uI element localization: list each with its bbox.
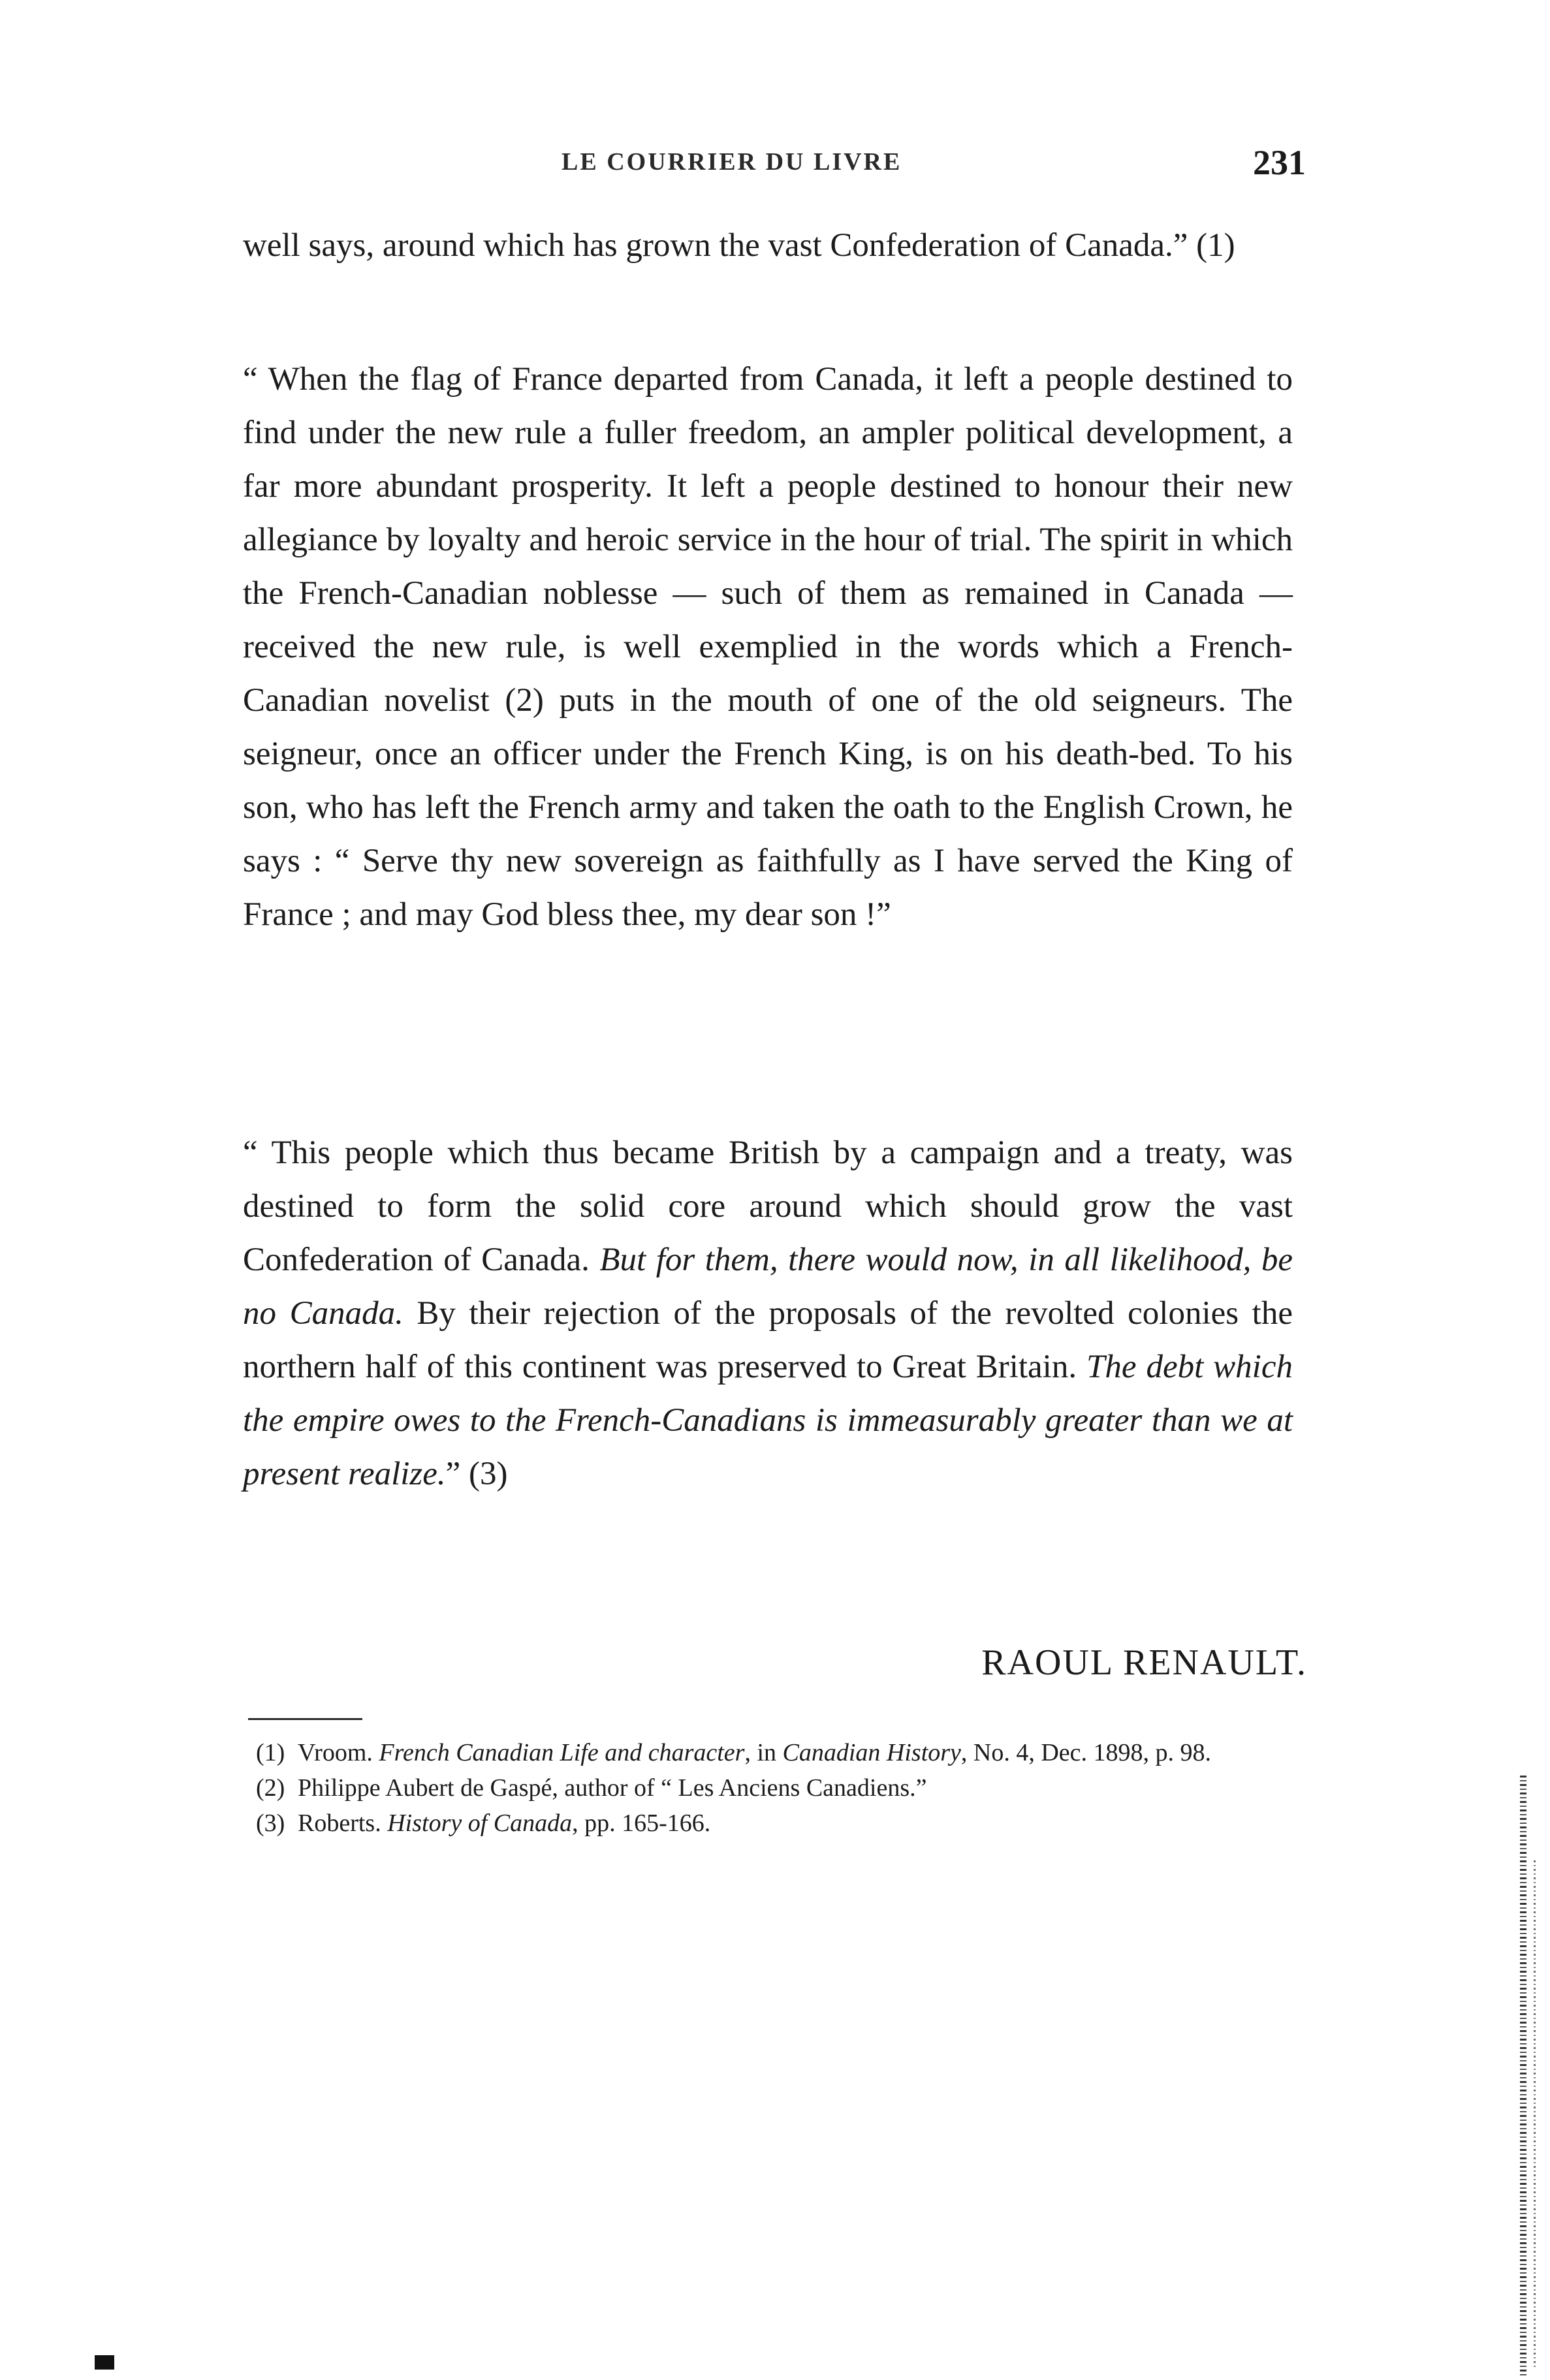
footnote-number: (2) xyxy=(256,1774,285,1802)
italic-text-run: The debt which the empire owes to the French-Canadians is immeasurably greater than we at present realize. xyxy=(243,1349,1293,1492)
paragraph-quote-2 xyxy=(243,1126,1293,1501)
footnote-divider xyxy=(248,1718,362,1720)
author-signature: RAOUL RENAULT. xyxy=(981,1642,1307,1683)
paragraph-continuation xyxy=(243,219,1293,272)
footnote-1 xyxy=(256,1735,1294,1770)
footnote-2 xyxy=(256,1770,1294,1806)
paragraph-text xyxy=(243,1126,1293,1501)
running-title: LE COURRIER DU LIVRE xyxy=(561,148,902,176)
scan-corner-mark xyxy=(95,2355,114,2370)
footnote-3 xyxy=(256,1806,1294,1841)
footnote-author: Roberts. xyxy=(298,1809,388,1837)
footnote-text: , pp. 165-166. xyxy=(572,1809,711,1837)
italic-text-run: But for them, there would now, in all likelihood, be no Canada. xyxy=(243,1242,1293,1332)
paragraph-quote-1 xyxy=(243,352,1293,941)
scan-edge-artifact xyxy=(1534,1860,1536,2370)
footnote-number: (1) xyxy=(256,1739,285,1766)
footnote-title: History of Canada xyxy=(387,1809,573,1837)
running-header xyxy=(561,142,1306,184)
paragraph-text: “ When the flag of France departed from Canada, it left a people destined to find under the new rule a fuller freedom, an ampler political development, a far more abundant prosperity. It left a people destined to honour their new allegiance by loyalty and heroic service in the hour of trial. The spirit in which the French-Canadian noblesse — such of them as remained in Canada — received the new rule, is well exemplied in the words which a French-Canadian novelist (2) puts in the mouth of one of the old seigneurs. The seigneur, once an officer under the French King, is on his death-bed. To his son, who has left the French army and taken the oath to the English Crown, he says : “ Serve thy new sovereign as faithfully as I have served the King of France ; and may God bless thee, my dear son !” xyxy=(243,361,1293,933)
footnote-number: (3) xyxy=(256,1809,285,1837)
footnote-text: , No. 4, Dec. 1898, p. 98. xyxy=(960,1739,1212,1766)
footnotes xyxy=(256,1735,1294,1841)
page-number: 231 xyxy=(1253,143,1306,182)
text-run: “ This people which thus became British by a campaign and a treaty, was destined to form the solid core around which should grow the vast Confederation of Canada. xyxy=(243,1135,1293,1278)
scan-edge-artifact xyxy=(1520,1776,1526,2376)
text-run: By their rejection of the proposals of the revolted colonies the northern half of this continent was preserved to Great Britain. xyxy=(243,1295,1293,1385)
text-run: ” (3) xyxy=(445,1456,508,1492)
footnote-author: Vroom. xyxy=(298,1739,379,1766)
footnote-source: Canadian History xyxy=(782,1739,961,1766)
footnote-title: French Canadian Life and character xyxy=(379,1739,745,1766)
footnote-text: Philippe Aubert de Gaspé, author of “ Les Anciens Canadiens.” xyxy=(298,1774,927,1802)
paragraph-text: well says, around which has grown the vast Confederation of Canada.” (1) xyxy=(243,227,1235,264)
footnote-text: , in xyxy=(744,1739,783,1766)
